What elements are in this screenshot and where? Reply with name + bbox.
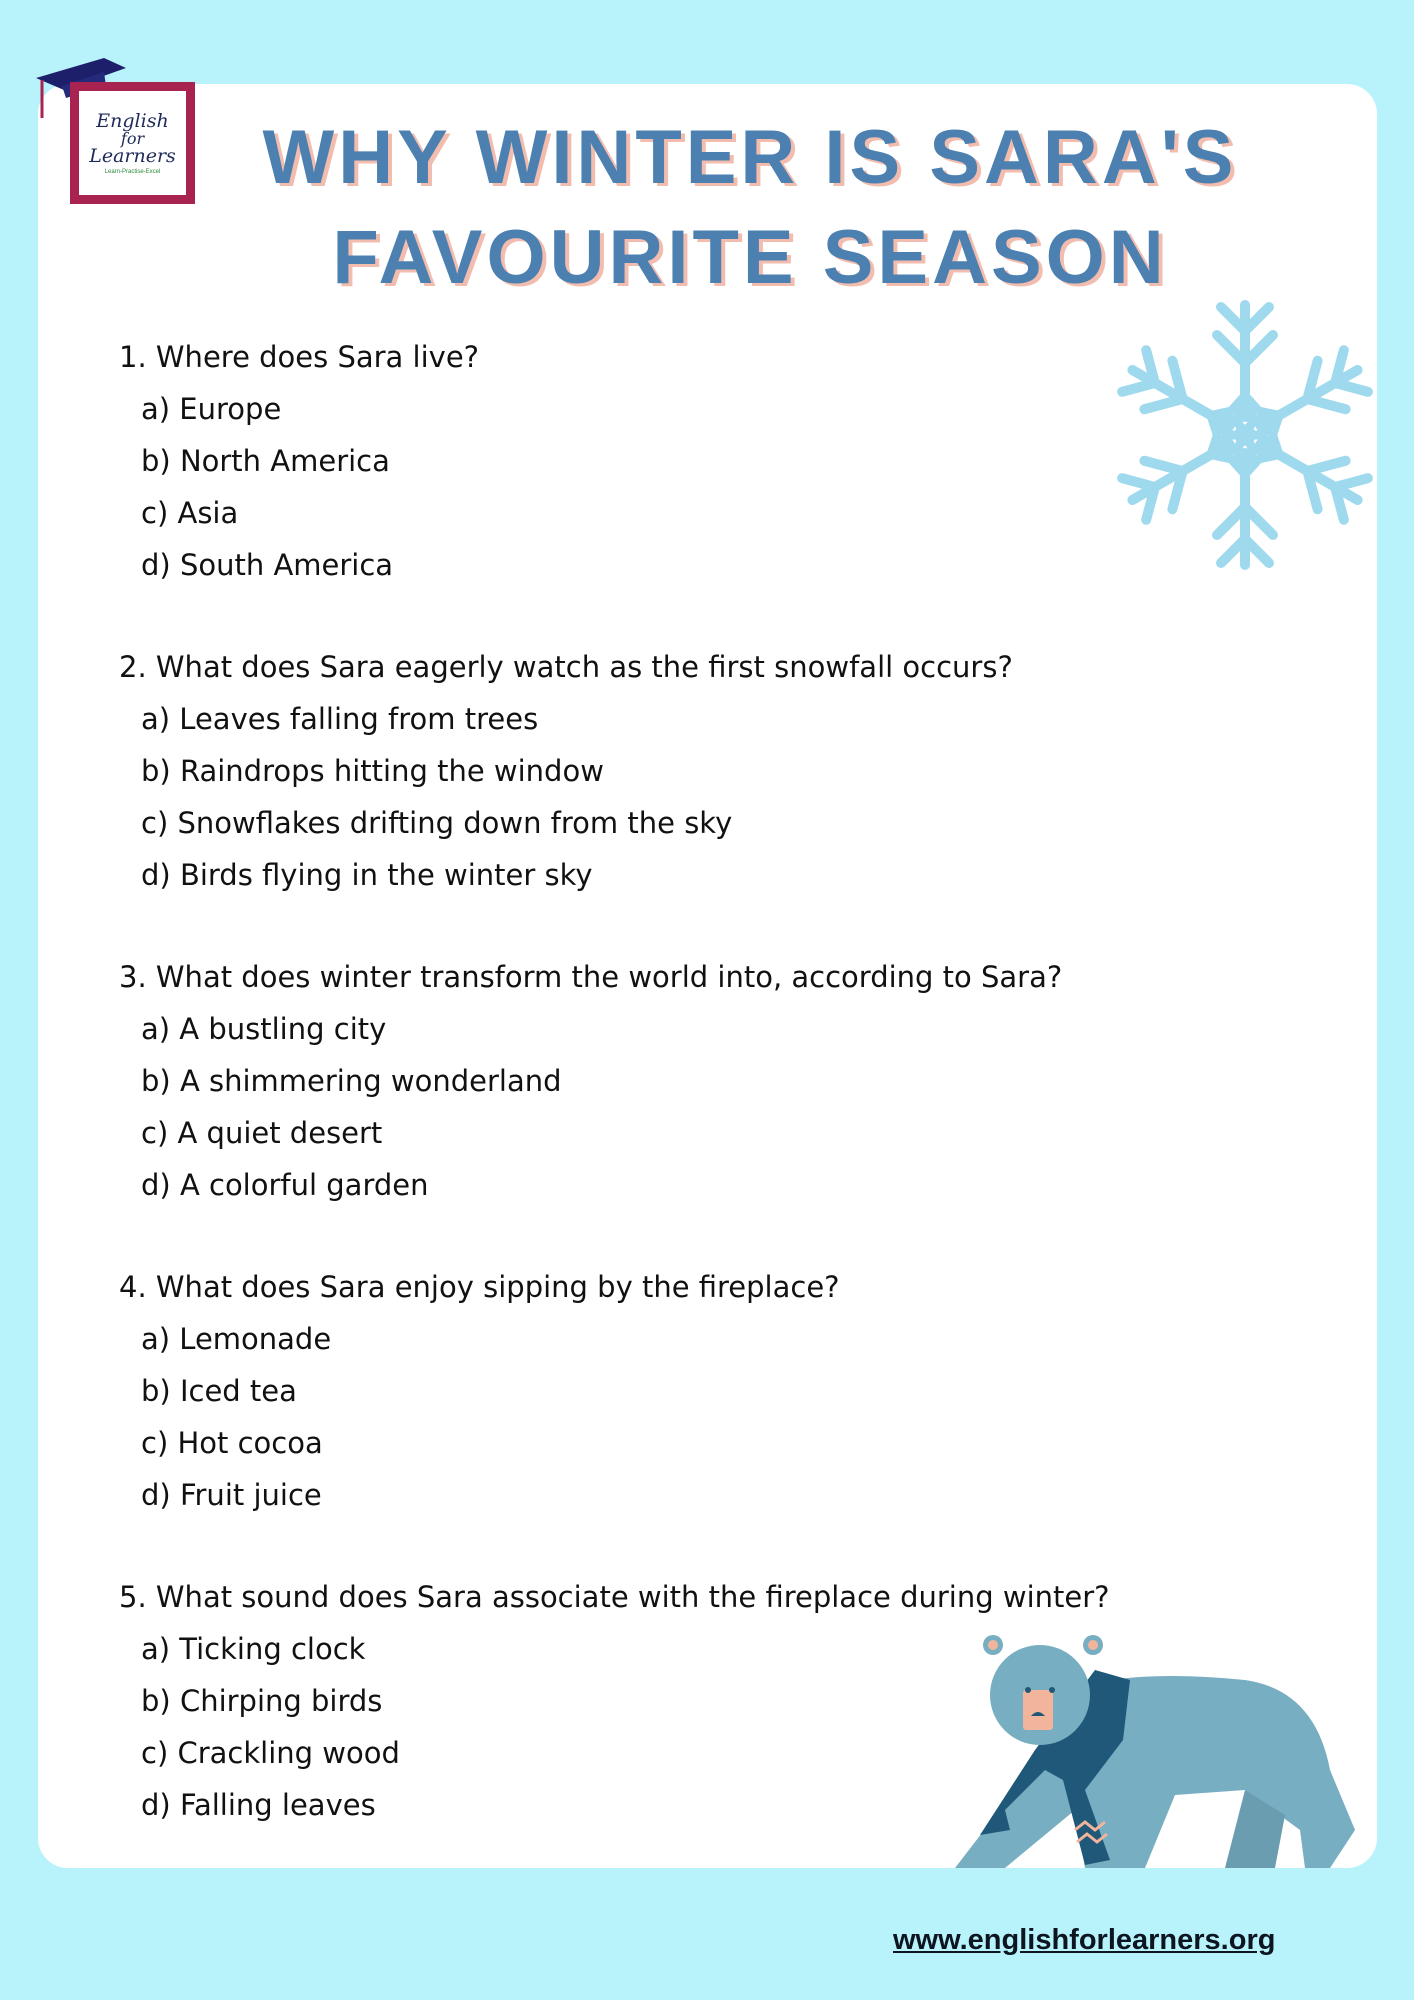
logo-text-learners: Learners <box>89 144 176 167</box>
question-3 <box>119 954 1110 1264</box>
option-b: b) A shimmering wonderland <box>141 1064 562 1098</box>
question-text: 1. Where does Sara live? <box>119 340 480 374</box>
option-d: d) Fruit juice <box>141 1478 322 1512</box>
polar-bear-illustration <box>945 1630 1365 1870</box>
option-c: c) Hot cocoa <box>141 1426 323 1460</box>
option-a: a) Lemonade <box>141 1322 332 1356</box>
option-a: a) A bustling city <box>141 1012 387 1046</box>
title-line-1: WHY WINTER IS SARA'S <box>262 115 1238 200</box>
question-2 <box>119 644 1110 954</box>
option-a: a) Europe <box>141 392 282 426</box>
option-c: c) Asia <box>141 496 239 530</box>
option-b: b) North America <box>141 444 390 478</box>
option-d: d) Birds flying in the winter sky <box>141 858 593 892</box>
question-4 <box>119 1264 1110 1574</box>
question-text: 4. What does Sara enjoy sipping by the fireplace? <box>119 1270 840 1304</box>
option-b: b) Chirping birds <box>141 1684 383 1718</box>
page-title <box>200 108 1300 308</box>
question-1 <box>119 334 1110 644</box>
logo <box>70 82 195 204</box>
option-c: c) Snowflakes drifting down from the sky <box>141 806 733 840</box>
option-a: a) Leaves falling from trees <box>141 702 539 736</box>
option-b: b) Raindrops hitting the window <box>141 754 604 788</box>
question-text: 2. What does Sara eagerly watch as the first snowfall occurs? <box>119 650 1013 684</box>
option-c: c) Crackling wood <box>141 1736 400 1770</box>
website-link[interactable]: www.englishforlearners.org <box>893 1924 1276 1956</box>
snowflake-icon <box>1110 300 1380 570</box>
option-b: b) Iced tea <box>141 1374 297 1408</box>
title-line-2: FAVOURITE SEASON <box>332 215 1168 300</box>
logo-tagline: Learn-Practise-Excel <box>104 168 161 175</box>
question-text: 3. What does winter transform the world into, according to Sara? <box>119 960 1063 994</box>
option-c: c) A quiet desert <box>141 1116 383 1150</box>
logo-text-english: English <box>96 109 169 132</box>
option-d: d) Falling leaves <box>141 1788 376 1822</box>
logo-text-for: for <box>120 128 145 148</box>
option-d: d) A colorful garden <box>141 1168 429 1202</box>
option-a: a) Ticking clock <box>141 1632 366 1666</box>
question-text: 5. What sound does Sara associate with the fireplace during winter? <box>119 1580 1110 1614</box>
option-d: d) South America <box>141 548 394 582</box>
